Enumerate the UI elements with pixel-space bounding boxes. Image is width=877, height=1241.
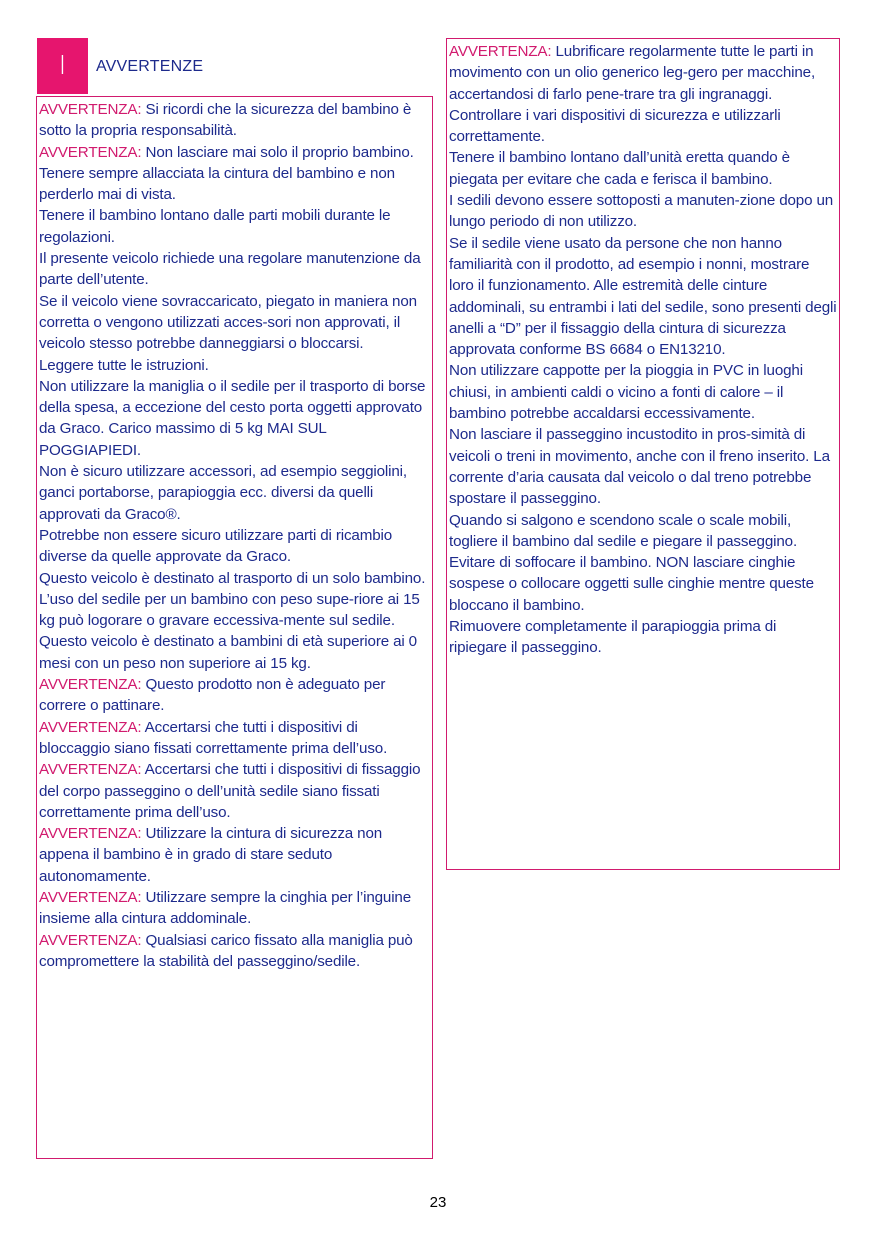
warning-text: L’uso del sedile per un bambino con peso supe-riore ai 15 kg può logorare o gravare eccessiva-mente sul sedile. xyxy=(39,590,420,630)
warning-paragraph xyxy=(449,41,838,105)
warning-paragraph xyxy=(39,568,431,589)
warning-text: Accertarsi che tutti i dispositivi di bloccaggio siano fissati correttamente prima dell’uso. xyxy=(39,718,388,757)
warning-label: AVVERTENZA: xyxy=(39,101,142,118)
warning-paragraph xyxy=(39,717,431,760)
warning-text: Non è sicuro utilizzare accessori, ad esempio seggiolini, ganci portaborse, parapioggia ecc. diversi da quelli approvati da Graco®. xyxy=(39,463,407,523)
warning-text: Tenere sempre allacciata la cintura del bambino e non perderlo mai di vista. xyxy=(39,164,395,204)
warning-paragraph xyxy=(39,674,431,717)
warning-paragraph xyxy=(449,510,838,553)
warning-label: AVVERTENZA: xyxy=(39,931,142,949)
warning-text: Non lasciare mai solo il proprio bambino. xyxy=(141,143,414,161)
warning-label: AVVERTENZA: xyxy=(39,825,142,843)
warning-text: Rimuovere completamente il parapioggia prima di ripiegare il passeggino. xyxy=(449,618,777,657)
warning-label: AVVERTENZA: xyxy=(39,676,142,694)
warning-text: Questo veicolo è destinato al trasporto di un solo bambino. xyxy=(39,569,426,587)
warning-paragraph xyxy=(449,233,838,361)
section-title: AVVERTENZE xyxy=(96,58,204,75)
warning-paragraph xyxy=(449,147,838,190)
warning-text: Quando si salgono e scendono scale o scale mobili, togliere il bambino dal sedile e piegare il passeggino. xyxy=(449,511,798,550)
warning-paragraph xyxy=(39,589,431,632)
warning-paragraph xyxy=(39,248,431,291)
warning-label: AVVERTENZA: xyxy=(39,718,142,736)
warning-paragraph xyxy=(449,616,838,659)
warning-paragraph xyxy=(39,930,431,973)
warning-paragraph xyxy=(39,759,431,823)
warning-paragraph xyxy=(39,142,431,163)
warning-paragraph xyxy=(449,190,838,233)
warning-text: Evitare di soffocare il bambino. NON lasciare cinghie sospese o collocare oggetti sulle cinghie mentre queste bloccano il bambino. xyxy=(449,554,814,614)
warning-text: Lubrificare regolarmente tutte le parti in movimento con un olio generico leg-gero per macchine, accertandosi di farlo pene-trare tra gli ingranaggi. xyxy=(449,43,816,103)
warning-text: Se il veicolo viene sovraccaricato, piegato in maniera non corretta o vengono utilizzati acces-sori non approvati, il veicolo stesso potrebbe danneggiarsi o bloccarsi. xyxy=(39,292,417,353)
warning-paragraph xyxy=(39,631,431,674)
warning-label: AVVERTENZA: xyxy=(449,43,552,60)
warning-paragraph xyxy=(39,376,431,461)
warning-text: Tenere il bambino lontano dall’unità eretta quando è piegata per evitare che cada e ferisca il bambino. xyxy=(449,149,790,188)
page-number: 23 xyxy=(429,1194,447,1211)
warning-text: Il presente veicolo richiede una regolare manutenzione da parte dell’utente. xyxy=(39,250,421,289)
warning-text: Tenere il bambino lontano dalle parti mobili durante le regolazioni. xyxy=(39,207,391,246)
warning-text: I sedili devono essere sottoposti a manuten-zione dopo un lungo periodo di non utilizzo. xyxy=(449,192,834,231)
warning-paragraph xyxy=(449,360,838,424)
warning-text: Potrebbe non essere sicuro utilizzare parti di ricambio diverse da quelle approvate da Graco. xyxy=(39,526,393,566)
warning-text: Non lasciare il passeggino incustodito in pros-simità di veicoli o treni in movimento, anche con il freno inserito. La corrente d’aria causata dal veicolo o dal treno potrebbe spostare il passeggino. xyxy=(449,426,830,508)
warning-paragraph xyxy=(449,424,838,509)
warning-text: Non utilizzare cappotte per la pioggia in PVC in luoghi chiusi, in ambienti caldi o vicino a fonti di calore – il bambino potrebbe accaldarsi eccessivamente. xyxy=(449,362,803,423)
warning-label: AVVERTENZA: xyxy=(39,761,142,779)
warning-text: Accertarsi che tutti i dispositivi di fissaggio del corpo passeggino o dell’unità sedile siano fissati correttamente prima dell’uso. xyxy=(39,761,421,821)
warning-paragraph xyxy=(449,105,838,148)
warning-paragraph xyxy=(449,552,838,616)
left-warnings-column xyxy=(36,96,433,1159)
warning-text: Questo prodotto non è adeguato per correre o pattinare. xyxy=(39,676,386,715)
language-marker: I xyxy=(37,38,88,94)
warning-label: AVVERTENZA: xyxy=(39,888,142,906)
warning-text: Utilizzare la cintura di sicurezza non appena il bambino è in grado di stare seduto autonomamente. xyxy=(39,825,383,885)
warning-text: Non utilizzare la maniglia o il sedile per il trasporto di borse della spesa, a eccezione del cesto porta oggetti approvato da Graco. Carico massimo di 5 kg MAI SUL POGGIAPIEDI. xyxy=(39,377,426,459)
warning-text: Controllare i vari dispositivi di sicurezza e utilizzarli correttamente. xyxy=(449,106,781,146)
warning-label: AVVERTENZA: xyxy=(39,143,142,161)
warning-paragraph xyxy=(39,887,431,930)
warning-text: Leggere tutte le istruzioni. xyxy=(39,356,209,374)
warning-paragraph xyxy=(39,163,431,206)
warning-paragraph xyxy=(39,525,431,568)
warning-text: Se il sedile viene usato da persone che non hanno familiarità con il prodotto, ad esempio i nonni, mostrare loro il funzionamento. Alle estremità delle cinture addominali, su entrambi i lati del sedile, sono presenti degli anelli a “D” per il fissaggio della cintura di sicurezza approvata conforme BS 6684 o EN13210. xyxy=(449,234,837,359)
warning-paragraph xyxy=(39,461,431,525)
warning-paragraph xyxy=(39,823,431,887)
warning-text: Utilizzare sempre la cinghia per l’inguine insieme alla cintura addominale. xyxy=(39,888,412,928)
warning-paragraph xyxy=(39,291,431,355)
warning-text: Si ricordi che la sicurezza del bambino è sotto la propria responsabilità. xyxy=(39,101,412,140)
warning-paragraph xyxy=(39,99,431,142)
right-warnings-column xyxy=(446,38,840,870)
warning-text: Questo veicolo è destinato a bambini di età superiore ai 0 mesi con un peso non superiore ai 15 kg. xyxy=(39,633,417,672)
warning-paragraph xyxy=(39,355,431,376)
warning-text: Qualsiasi carico fissato alla maniglia può compromettere la stabilità del passeggino/sedile. xyxy=(39,931,413,970)
warning-paragraph xyxy=(39,205,431,248)
